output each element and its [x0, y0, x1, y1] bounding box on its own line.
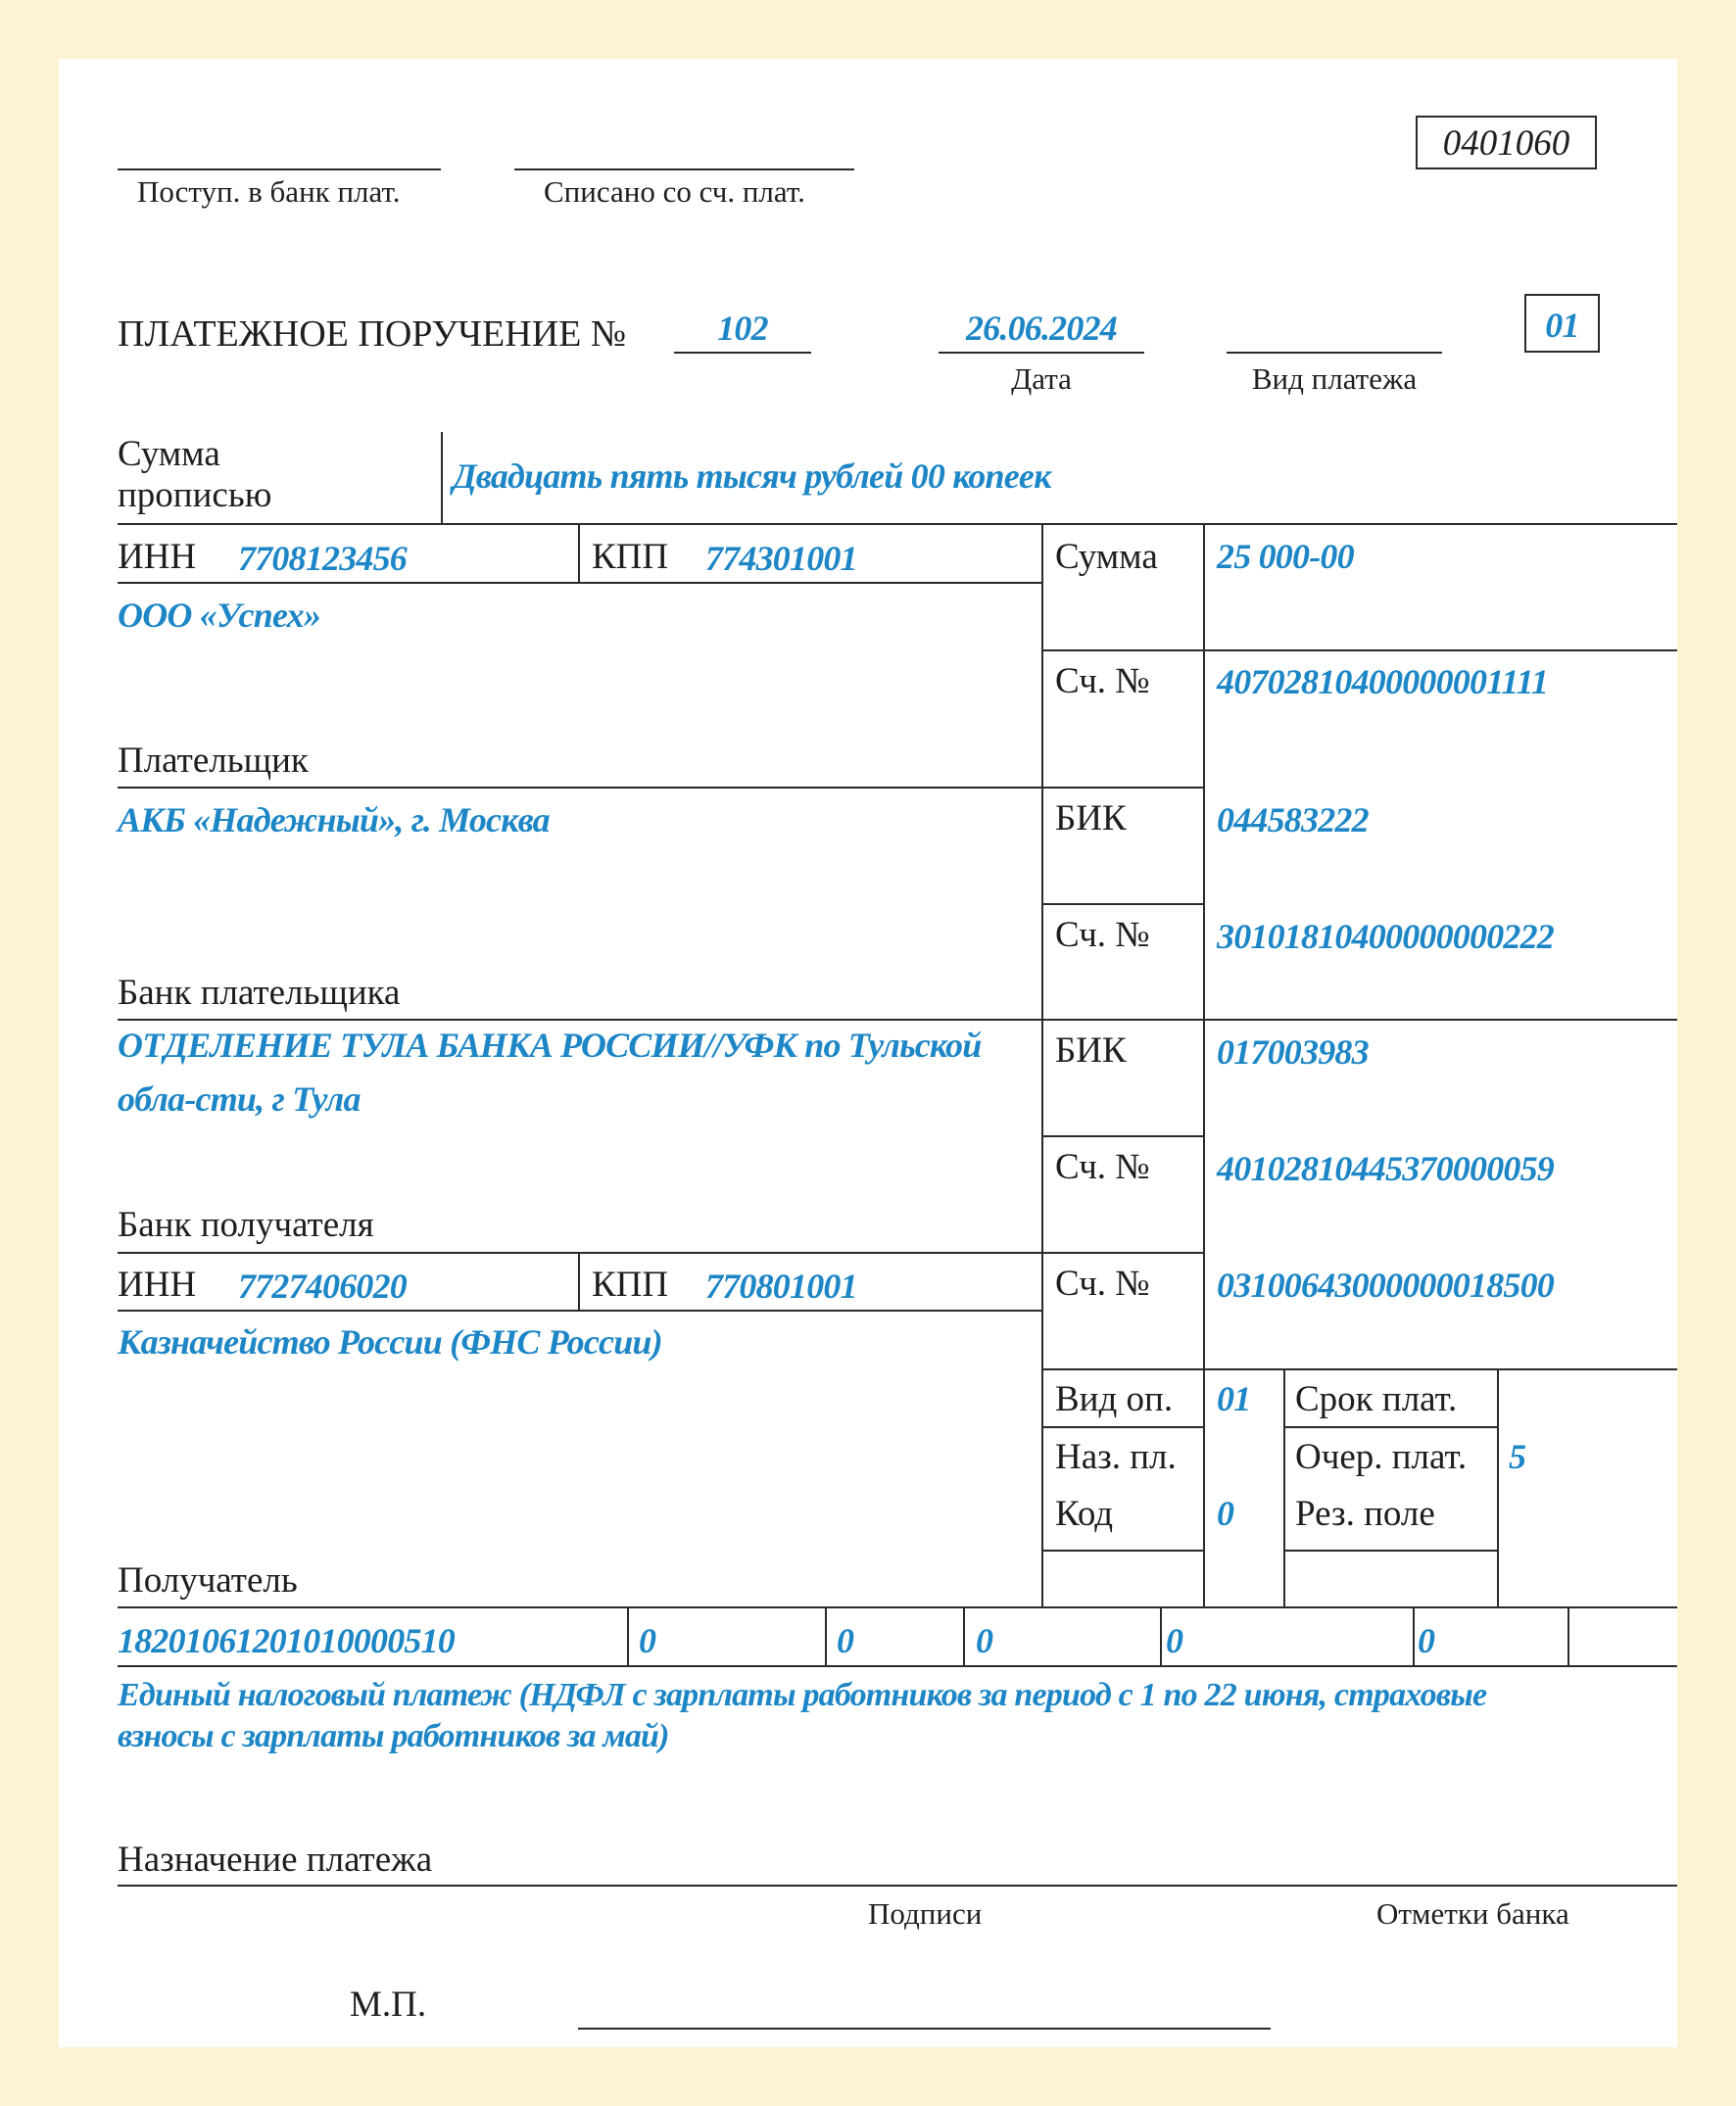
priority-value: 5: [1509, 1437, 1526, 1476]
payee-bank-bik-bottom: [1041, 1135, 1205, 1137]
tax-field-5: 0: [1166, 1621, 1183, 1660]
col-value-divider: [1203, 524, 1205, 1607]
payee-inn: 7727406020: [238, 1267, 408, 1306]
term-label: Срок плат.: [1295, 1379, 1458, 1419]
purpose-code-label: Наз. пл.: [1055, 1437, 1177, 1477]
received-line: [118, 168, 441, 170]
op-type-label: Вид оп.: [1055, 1379, 1174, 1419]
payee-kpp-label: КПП: [592, 1265, 669, 1305]
tax-divider-3: [963, 1606, 965, 1665]
payer-kpp-divider: [578, 524, 580, 583]
payee-bank-bik: 017003983: [1217, 1032, 1369, 1072]
payee-acc-bottom: [1041, 1368, 1677, 1370]
payer-bank-bik-bottom: [1041, 903, 1205, 905]
payer-inn: 7708123456: [238, 539, 408, 578]
tax-kbk: 18201061201010000510: [118, 1621, 456, 1660]
payee-bottom: [118, 1606, 1677, 1608]
tax-divider-2: [825, 1606, 827, 1665]
payer-bottom: [118, 787, 1205, 789]
payee-name: Казначейство России (ФНС России): [118, 1322, 662, 1362]
status-code: 01: [1545, 306, 1579, 345]
bank-marks-label: Отметки банка: [1376, 1896, 1569, 1931]
payer-label: Плательщик: [118, 741, 309, 781]
op-type: 01: [1217, 1379, 1251, 1418]
codes-divider-1: [1283, 1368, 1285, 1607]
number-line: [674, 352, 811, 354]
payer-bank-name: АКБ «Надежный», г. Москва: [118, 800, 550, 839]
priority-label: Очер. плат.: [1295, 1437, 1468, 1477]
stamp-label: М.П.: [350, 1985, 427, 2025]
payee-bank-acc: 40102810445370000059: [1217, 1149, 1555, 1188]
code-label: Код: [1055, 1494, 1114, 1534]
tax-divider-4: [1160, 1606, 1162, 1665]
order-number: 102: [717, 309, 768, 348]
codes-row-1: [1041, 1426, 1205, 1428]
tax-divider-1: [627, 1606, 629, 1665]
date-line: [939, 352, 1144, 354]
form-code: 0401060: [1442, 123, 1570, 164]
payer-bank-label: Банк плательщика: [118, 973, 401, 1013]
payer-bank-bik: 044583222: [1217, 800, 1369, 839]
sum-label: Сумма: [1055, 537, 1158, 577]
tax-field-4: 0: [976, 1621, 993, 1660]
payer-kpp: 774301001: [705, 539, 857, 578]
purpose-label: Назначение платежа: [118, 1840, 433, 1880]
payer-kpp-label: КПП: [592, 537, 669, 577]
tax-field-3: 0: [837, 1621, 854, 1660]
payee-acc-label: Сч. №: [1055, 1264, 1150, 1304]
payer-acc-label: Сч. №: [1055, 661, 1150, 701]
debited-line: [514, 168, 854, 170]
payer-acc: 40702810400000001111: [1217, 662, 1549, 701]
payee-bank-label: Банк получателя: [118, 1205, 374, 1245]
amount-words-divider: [441, 432, 443, 524]
tax-field-2: 0: [639, 1621, 656, 1660]
date-label: Дата: [1011, 361, 1072, 396]
payee-bank-acc-label: Сч. №: [1055, 1147, 1150, 1187]
codes-row-2b: [1283, 1550, 1497, 1552]
payee-kpp-divider: [578, 1252, 580, 1311]
page-title: ПЛАТЕЖНОЕ ПОРУЧЕНИЕ №: [118, 313, 627, 355]
payment-type-label: Вид платежа: [1251, 361, 1418, 396]
signatures-label: Подписи: [868, 1896, 983, 1931]
payee-bank-bottom: [118, 1252, 1205, 1254]
payer-bank-acc-label: Сч. №: [1055, 915, 1150, 955]
codes-row-2: [1041, 1550, 1205, 1552]
tax-field-6: 0: [1418, 1621, 1435, 1660]
payer-name: ООО «Успех»: [118, 596, 321, 635]
reserve-label: Рез. поле: [1295, 1494, 1435, 1534]
tax-divider-6: [1567, 1606, 1569, 1665]
purpose-bottom: [118, 1885, 1677, 1887]
purpose-text-2: взносы с зарплаты работников за май): [118, 1718, 669, 1754]
order-date: 26.06.2024: [965, 309, 1117, 348]
amount-words-value: Двадцать пять тысяч рублей 00 копеек: [453, 456, 1051, 496]
payee-bank-bik-label: БИК: [1055, 1030, 1127, 1071]
payer-inn-bottom: [118, 582, 1043, 584]
tax-row-bottom: [118, 1665, 1677, 1667]
codes-row-1b: [1283, 1426, 1497, 1428]
received-label: Поступ. в банк плат.: [137, 174, 401, 209]
purpose-text-1: Единый налоговый платеж (НДФЛ с зарплаты работников за период с 1 по 22 июня, страховые: [118, 1677, 1487, 1713]
payee-label: Получатель: [118, 1560, 298, 1601]
payment-type-line: [1227, 352, 1442, 354]
tax-divider-5: [1413, 1606, 1415, 1665]
payer-inn-label: ИНН: [118, 537, 197, 577]
codes-divider-2: [1497, 1368, 1499, 1607]
payee-acc: 03100643000000018500: [1217, 1266, 1555, 1305]
code-value: 0: [1217, 1494, 1234, 1533]
payment-order-form: [59, 59, 1677, 2047]
payee-inn-bottom: [118, 1310, 1043, 1312]
payee-bank-name: ОТДЕЛЕНИЕ ТУЛА БАНКА РОССИИ//УФК по Тульской обла-сти, г Тула: [118, 1026, 982, 1119]
amount-words-label-2: прописью: [118, 475, 272, 515]
amount-words-label-1: Сумма: [118, 434, 220, 474]
payer-bank-bik-label: БИК: [1055, 798, 1127, 838]
payer-bank-acc: 30101810400000000222: [1217, 917, 1555, 956]
signature-line: [578, 2028, 1271, 2030]
line-475: [118, 523, 1677, 525]
sum-value: 25 000-00: [1217, 537, 1354, 576]
payee-inn-label: ИНН: [118, 1265, 197, 1305]
col-left-divider: [1041, 524, 1043, 1607]
debited-label: Списано со сч. плат.: [544, 174, 805, 209]
sum-bottom: [1041, 649, 1677, 651]
payee-kpp: 770801001: [705, 1267, 857, 1306]
